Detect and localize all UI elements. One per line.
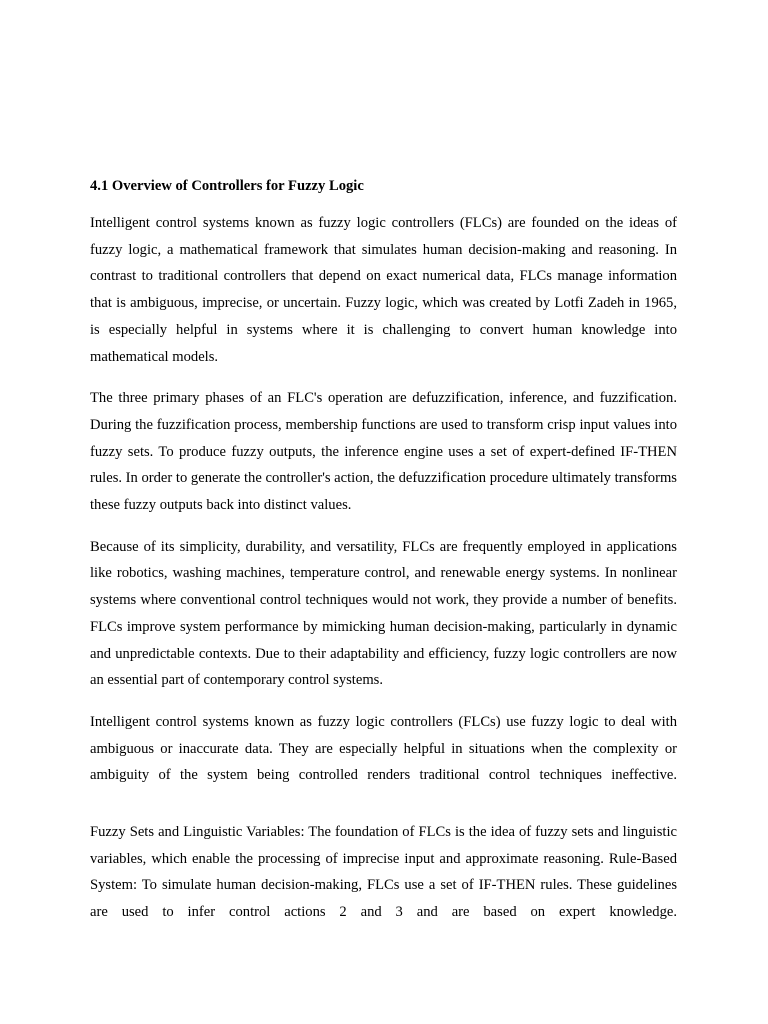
section-heading: 4.1 Overview of Controllers for Fuzzy Logic (90, 178, 364, 194)
paragraph-fuzzy-sets-rules: Fuzzy Sets and Linguistic Variables: The foundation of FLCs is the idea of fuzzy sets and linguistic variables, which enable the processing of imprecise input and approximate reasoning. Rule-Based System: To simulate human decision-making, FLCs use a set of IF-THEN rules. These guidelines are used to infer control actions 2 and 3 and are based on expert knowledge. (90, 824, 677, 921)
document-page (90, 176, 677, 941)
paragraph-flc-ambiguity: Intelligent control systems known as fuzzy logic controllers (FLCs) use fuzzy logic to deal with ambiguous or inaccurate data. They are especially helpful in situations when the complexity or ambiguity of the system being controlled renders traditional control techniques ineffective. (90, 713, 677, 784)
paragraph-flc-phases: The three primary phases of an FLC's operation are defuzzification, inference, and fuzzification. During the fuzzification process, membership functions are used to transform crisp input values into fuzzy sets. To produce fuzzy outputs, the inference engine uses a set of expert-defined IF-THEN rules. In order to generate the controller's action, the defuzzification procedure ultimately transforms these fuzzy outputs back into distinct values. (90, 390, 677, 514)
paragraph-flc-applications: Because of its simplicity, durability, and versatility, FLCs are frequently employed in applications like robotics, washing machines, temperature control, and renewable energy systems. In nonlinear systems where conventional control techniques would not work, they provide a number of benefits. FLCs improve system performance by mimicking human decision-making, particularly in dynamic and unpredictable contexts. Due to their adaptability and efficiency, fuzzy logic controllers are now an essential part of contemporary control systems. (90, 538, 677, 689)
paragraph-flc-intro: Intelligent control systems known as fuzzy logic controllers (FLCs) are founded on the ideas of fuzzy logic, a mathematical framework that simulates human decision-making and reasoning. In contrast to traditional controllers that depend on exact numerical data, FLCs manage information that is ambiguous, imprecise, or uncertain. Fuzzy logic, which was created by Lotfi Zadeh in 1965, is especially helpful in systems where it is challenging to convert human knowledge into mathematical models. (90, 215, 677, 365)
